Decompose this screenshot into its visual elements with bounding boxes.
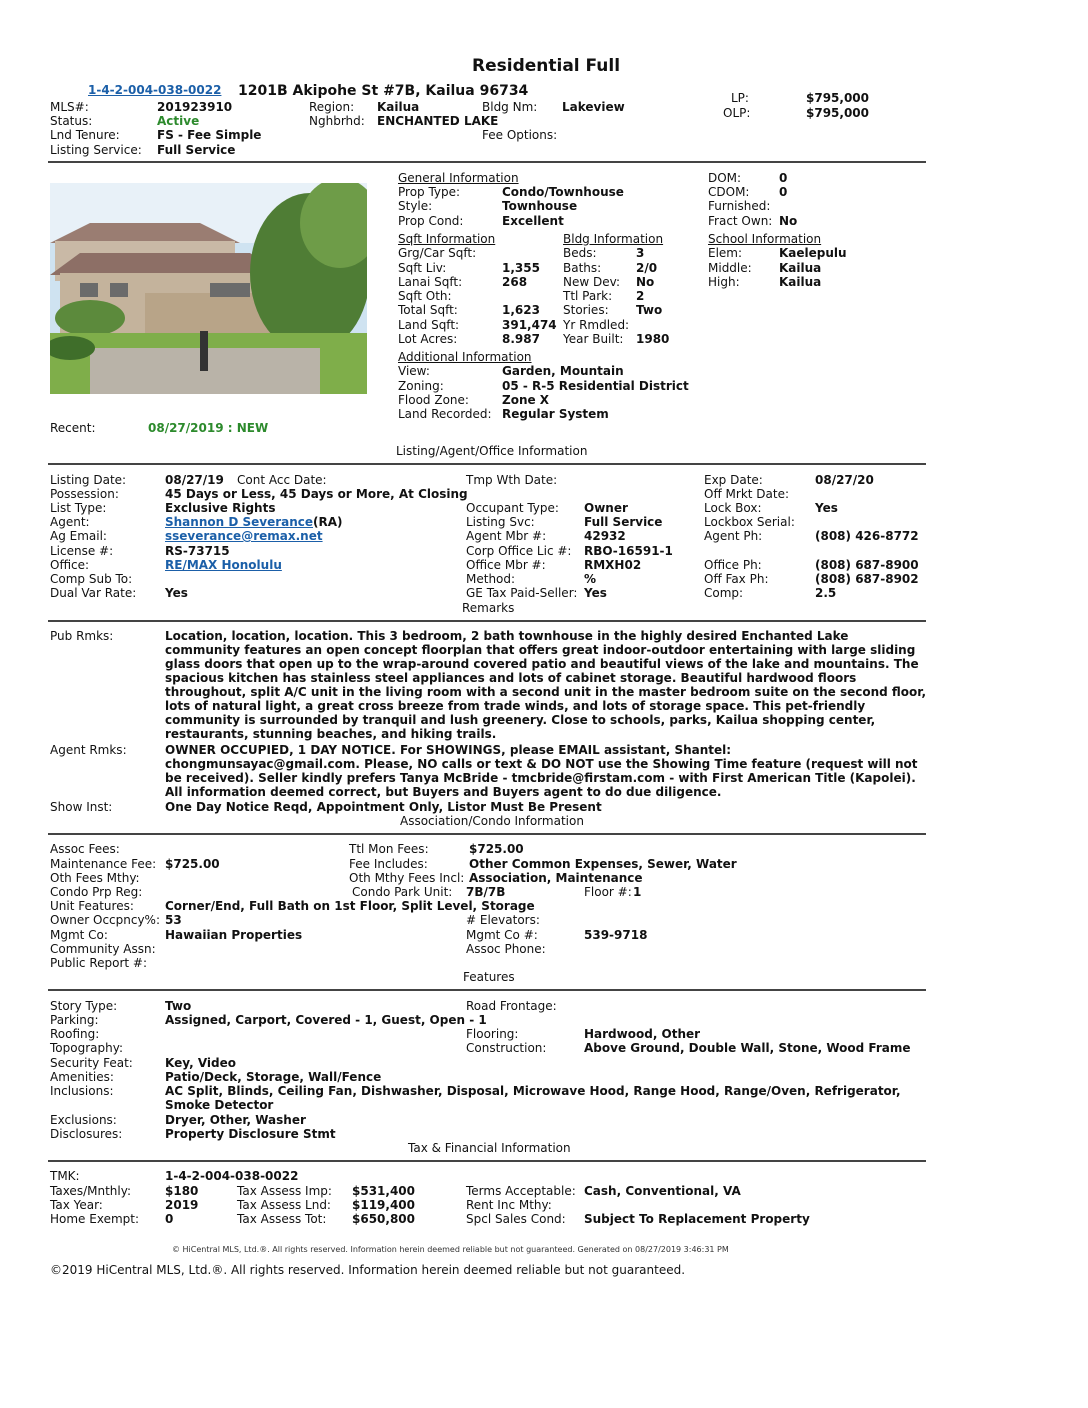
tax-assess-tot-label: Tax Assess Tot: bbox=[237, 1212, 327, 1226]
zoning-value: 05 - R-5 Residential District bbox=[502, 379, 689, 393]
comp-value: 2.5 bbox=[815, 586, 837, 600]
prop-type-label: Prop Type: bbox=[398, 185, 461, 199]
elevators-label: # Elevators: bbox=[466, 913, 540, 927]
off-mrkt-label: Off Mrkt Date: bbox=[704, 487, 790, 501]
flood-zone-value: Zone X bbox=[502, 393, 550, 407]
tmk-label: TMK: bbox=[50, 1169, 80, 1183]
mls-label: MLS#: bbox=[50, 100, 89, 114]
construction-label: Construction: bbox=[466, 1041, 547, 1055]
exp-date-label: Exp Date: bbox=[704, 473, 763, 487]
tax-assess-lnd-label: Tax Assess Lnd: bbox=[237, 1198, 331, 1212]
taxes-mnthly-label: Taxes/Mnthly: bbox=[50, 1184, 131, 1198]
olp-label: OLP: bbox=[723, 106, 751, 120]
divider bbox=[48, 1160, 926, 1162]
assoc-section-title: Association/Condo Information bbox=[400, 814, 584, 828]
lockbox-serial-label: Lockbox Serial: bbox=[704, 515, 795, 529]
footer-copyright: ©2019 HiCentral MLS, Ltd.®. All rights reserved. Information herein deemed reliable but not guaranteed. bbox=[50, 1263, 686, 1277]
cdom-value: 0 bbox=[779, 185, 788, 199]
prop-cond-value: Excellent bbox=[502, 214, 564, 228]
property-photo[interactable] bbox=[50, 183, 367, 394]
lanai-sqft-value: 268 bbox=[502, 275, 528, 289]
land-sqft-value: 391,474 bbox=[502, 318, 557, 332]
floor-value: 1 bbox=[633, 885, 642, 899]
page-title: Residential Full bbox=[472, 56, 621, 76]
agent-mbr-label: Agent Mbr #: bbox=[466, 529, 547, 543]
new-dev-value: No bbox=[636, 275, 655, 289]
high-value: Kailua bbox=[779, 275, 822, 289]
zoning-label: Zoning: bbox=[398, 379, 444, 393]
maintenance-fee-label: Maintenance Fee: bbox=[50, 857, 157, 871]
agent-value bbox=[165, 515, 343, 529]
land-recorded-label: Land Recorded: bbox=[398, 407, 492, 421]
additional-info-heading: Additional Information bbox=[398, 350, 532, 364]
footer-generated-note: © HiCentral MLS, Ltd.®. All rights reserved. Information herein deemed reliable but not guaranteed. Generated on 08/27/2019 3:46:31 PM bbox=[172, 1245, 729, 1254]
story-type-value: Two bbox=[165, 999, 192, 1013]
agent-link[interactable]: Shannon D Severance bbox=[165, 515, 314, 529]
stories-label: Stories: bbox=[563, 303, 609, 317]
amenities-label: Amenities: bbox=[50, 1070, 114, 1084]
maintenance-fee-value: $725.00 bbox=[165, 857, 220, 871]
bldg-info-heading: Bldg Information bbox=[563, 232, 664, 246]
region-label: Region: bbox=[309, 100, 355, 114]
comp-label: Comp: bbox=[704, 586, 744, 600]
exclusions-label: Exclusions: bbox=[50, 1113, 117, 1127]
parking-value: Assigned, Carport, Covered - 1, Guest, Open - 1 bbox=[165, 1013, 487, 1027]
property-photo-image bbox=[50, 183, 367, 394]
recent-label: Recent: bbox=[50, 421, 96, 435]
sqft-oth-label: Sqft Oth: bbox=[398, 289, 452, 303]
ge-tax-value: Yes bbox=[584, 586, 607, 600]
divider bbox=[48, 989, 926, 991]
land-recorded-value: Regular System bbox=[502, 407, 609, 421]
home-exempt-label: Home Exempt: bbox=[50, 1212, 140, 1226]
stories-value: Two bbox=[636, 303, 663, 317]
tmk-value: 1-4-2-004-038-0022 bbox=[165, 1169, 299, 1183]
corp-lic-label: Corp Office Lic #: bbox=[466, 544, 572, 558]
agent-mbr-value: 42932 bbox=[584, 529, 626, 543]
topography-label: Topography: bbox=[50, 1041, 123, 1055]
public-report-label: Public Report #: bbox=[50, 956, 148, 970]
sqft-info-heading: Sqft Information bbox=[398, 232, 496, 246]
disclosures-value: Property Disclosure Stmt bbox=[165, 1127, 336, 1141]
office-link[interactable]: RE/MAX Honolulu bbox=[165, 558, 282, 572]
view-label: View: bbox=[398, 364, 430, 378]
condo-park-unit-value: 7B/7B bbox=[466, 885, 506, 899]
elem-value: Kaelepulu bbox=[779, 246, 847, 260]
style-value: Townhouse bbox=[502, 199, 578, 213]
ttl-park-label: Ttl Park: bbox=[563, 289, 613, 303]
terms-value: Cash, Conventional, VA bbox=[584, 1184, 741, 1198]
dual-var-value: Yes bbox=[165, 586, 188, 600]
lanai-sqft-label: Lanai Sqft: bbox=[398, 275, 463, 289]
taxes-mnthly-value: $180 bbox=[165, 1184, 199, 1198]
recent-value: 08/27/2019 : NEW bbox=[148, 421, 269, 435]
amenities-value: Patio/Deck, Storage, Wall/Fence bbox=[165, 1070, 382, 1084]
listing-date-label: Listing Date: bbox=[50, 473, 127, 487]
off-fax-label: Off Fax Ph: bbox=[704, 572, 769, 586]
beds-label: Beds: bbox=[563, 246, 597, 260]
year-built-value: 1980 bbox=[636, 332, 670, 346]
exp-date-value: 08/27/20 bbox=[815, 473, 874, 487]
elem-label: Elem: bbox=[708, 246, 743, 260]
prop-type-value: Condo/Townhouse bbox=[502, 185, 624, 199]
fee-includes-label: Fee Includes: bbox=[349, 857, 428, 871]
mgmt-co-label: Mgmt Co: bbox=[50, 928, 108, 942]
unit-features-value: Corner/End, Full Bath on 1st Floor, Split Level, Storage bbox=[165, 899, 535, 913]
status-value: Active bbox=[157, 114, 200, 128]
general-info-heading: General Information bbox=[398, 171, 519, 185]
nghbrhd-label: Nghbrhd: bbox=[309, 114, 365, 128]
tax-assess-imp-value: $531,400 bbox=[352, 1184, 416, 1198]
tax-year-value: 2019 bbox=[165, 1198, 199, 1212]
lp-value: $795,000 bbox=[806, 91, 870, 105]
agent-ph-label: Agent Ph: bbox=[704, 529, 763, 543]
ag-email-label: Ag Email: bbox=[50, 529, 107, 543]
office-mbr-value: RMXH02 bbox=[584, 558, 642, 572]
assoc-phone-label: Assoc Phone: bbox=[466, 942, 546, 956]
unit-features-label: Unit Features: bbox=[50, 899, 134, 913]
grg-sqft-label: Grg/Car Sqft: bbox=[398, 246, 477, 260]
license-label: License #: bbox=[50, 544, 114, 558]
lnd-tenure-value: FS - Fee Simple bbox=[157, 128, 262, 142]
yr-rmdled-label: Yr Rmdled: bbox=[563, 318, 630, 332]
exclusions-value: Dryer, Other, Washer bbox=[165, 1113, 306, 1127]
mgmt-co-value: Hawaiian Properties bbox=[165, 928, 303, 942]
tmp-wth-label: Tmp Wth Date: bbox=[466, 473, 558, 487]
spcl-sales-label: Spcl Sales Cond: bbox=[466, 1212, 566, 1226]
baths-label: Baths: bbox=[563, 261, 602, 275]
condo-prp-reg-label: Condo Prp Reg: bbox=[50, 885, 143, 899]
ge-tax-label: GE Tax Paid-Seller: bbox=[466, 586, 578, 600]
condo-park-unit-label: Condo Park Unit: bbox=[352, 885, 453, 899]
owner-occ-value: 53 bbox=[165, 913, 182, 927]
oth-mthy-fees-value: Association, Maintenance bbox=[469, 871, 643, 885]
cont-acc-label: Cont Acc Date: bbox=[237, 473, 327, 487]
listing-svc-label: Listing Svc: bbox=[466, 515, 535, 529]
bldg-name-value: Lakeview bbox=[562, 100, 625, 114]
tax-section-title: Tax & Financial Information bbox=[408, 1141, 571, 1155]
terms-label: Terms Acceptable: bbox=[466, 1184, 576, 1198]
oth-mthy-fees-label: Oth Mthy Fees Incl: bbox=[349, 871, 465, 885]
divider bbox=[48, 161, 926, 163]
listing-section-title: Listing/Agent/Office Information bbox=[396, 444, 588, 458]
dom-value: 0 bbox=[779, 171, 788, 185]
agent-remarks-text: OWNER OCCUPIED, 1 DAY NOTICE. For SHOWINGS, please EMAIL assistant, Shantel: chongmunsayac@gmail.com. Please, NO calls or text & DO NOT use the Showing Time feature (request will not be received). Seller kindly prefers Tanya McBride - tmcbride@firstam.com - with First American Title (Kapolei). All information deemed correct, but Buyers and Buyers agent to do due diligence. bbox=[165, 743, 918, 799]
pub-remarks-label: Pub Rmks: bbox=[50, 629, 114, 643]
construction-value: Above Ground, Double Wall, Stone, Wood Frame bbox=[584, 1041, 911, 1055]
new-dev-label: New Dev: bbox=[563, 275, 621, 289]
fract-own-value: No bbox=[779, 214, 798, 228]
dual-var-label: Dual Var Rate: bbox=[50, 586, 137, 600]
disclosures-label: Disclosures: bbox=[50, 1127, 123, 1141]
dom-label: DOM: bbox=[708, 171, 742, 185]
security-label: Security Feat: bbox=[50, 1056, 133, 1070]
possession-value: 45 Days or Less, 45 Days or More, At Closing bbox=[165, 487, 468, 501]
view-value: Garden, Mountain bbox=[502, 364, 624, 378]
beds-value: 3 bbox=[636, 246, 645, 260]
tmk-link[interactable]: 1-4-2-004-038-0022 bbox=[88, 83, 222, 97]
possession-label: Possession: bbox=[50, 487, 119, 501]
lot-acres-label: Lot Acres: bbox=[398, 332, 458, 346]
pub-remarks-text: Location, location, location. This 3 bedroom, 2 bath townhouse in the highly desired Enchanted Lake community features an open concept floorplan that offers great indoor-outdoor entertaining with large sliding glass doors that open up to the wrap-around covered patio and beautiful views of the lake and mountains. The spacious kitchen has stainless steel appliances and lots of cabinet storage. Beautiful hardwood floors throughout, split A/C unit in the living room with a second unit in the master bedroom suite on the second floor, lots of natural light, a great cross breeze from trade winds, and lots of storage space. This pet-friendly community is surrounded by tranquil and lush greenery. Close to schools, parks, Kailua shopping center, restaurants, stunning beaches, and hiking trails. bbox=[165, 629, 927, 741]
lp-label: LP: bbox=[731, 91, 749, 105]
fee-options-label: Fee Options: bbox=[482, 128, 558, 142]
license-value: RS-73715 bbox=[165, 544, 230, 558]
method-value: % bbox=[584, 572, 597, 586]
ttl-mon-fees-label: Ttl Mon Fees: bbox=[349, 842, 429, 856]
spcl-sales-value: Subject To Replacement Property bbox=[584, 1212, 810, 1226]
office-ph-value: (808) 687-8900 bbox=[815, 558, 919, 572]
agent-label: Agent: bbox=[50, 515, 90, 529]
year-built-label: Year Built: bbox=[563, 332, 624, 346]
middle-value: Kailua bbox=[779, 261, 822, 275]
divider bbox=[48, 833, 926, 835]
ttl-mon-fees-value: $725.00 bbox=[469, 842, 524, 856]
agent-ph-value: (808) 426-8772 bbox=[815, 529, 919, 543]
parking-label: Parking: bbox=[50, 1013, 99, 1027]
features-section-title: Features bbox=[463, 970, 515, 984]
divider bbox=[48, 463, 926, 465]
high-label: High: bbox=[708, 275, 740, 289]
tax-year-label: Tax Year: bbox=[50, 1198, 103, 1212]
ttl-park-value: 2 bbox=[636, 289, 645, 303]
agent-suffix: (RA) bbox=[313, 515, 343, 529]
prop-cond-label: Prop Cond: bbox=[398, 214, 464, 228]
cdom-label: CDOM: bbox=[708, 185, 750, 199]
flooring-value: Hardwood, Other bbox=[584, 1027, 701, 1041]
land-sqft-label: Land Sqft: bbox=[398, 318, 460, 332]
fee-includes-value: Other Common Expenses, Sewer, Water bbox=[469, 857, 737, 871]
listing-service-value: Full Service bbox=[157, 143, 236, 157]
nghbrhd-value: ENCHANTED LAKE bbox=[377, 114, 499, 128]
listing-date-value: 08/27/19 bbox=[165, 473, 224, 487]
story-type-label: Story Type: bbox=[50, 999, 118, 1013]
furnished-label: Furnished: bbox=[708, 199, 771, 213]
road-frontage-label: Road Frontage: bbox=[466, 999, 557, 1013]
home-exempt-value: 0 bbox=[165, 1212, 174, 1226]
mls-number: 201923910 bbox=[157, 100, 233, 114]
assoc-fees-label: Assoc Fees: bbox=[50, 842, 120, 856]
fract-own-label: Fract Own: bbox=[708, 214, 773, 228]
agent-remarks-label: Agent Rmks: bbox=[50, 743, 127, 757]
total-sqft-value: 1,623 bbox=[502, 303, 540, 317]
property-address: 1201B Akipohe St #7B, Kailua 96734 bbox=[238, 83, 529, 99]
lock-box-label: Lock Box: bbox=[704, 501, 762, 515]
show-inst-value: One Day Notice Reqd, Appointment Only, Listor Must Be Present bbox=[165, 800, 602, 814]
owner-occ-label: Owner Occpncy%: bbox=[50, 913, 161, 927]
lot-acres-value: 8.987 bbox=[502, 332, 540, 346]
community-assn-label: Community Assn: bbox=[50, 942, 156, 956]
sqft-liv-value: 1,355 bbox=[502, 261, 540, 275]
agent-email-link[interactable]: sseverance@remax.net bbox=[165, 529, 323, 543]
office-mbr-label: Office Mbr #: bbox=[466, 558, 546, 572]
show-inst-label: Show Inst: bbox=[50, 800, 113, 814]
listing-svc-value: Full Service bbox=[584, 515, 663, 529]
off-fax-value: (808) 687-8902 bbox=[815, 572, 919, 586]
list-type-label: List Type: bbox=[50, 501, 107, 515]
flood-zone-label: Flood Zone: bbox=[398, 393, 469, 407]
office-label: Office: bbox=[50, 558, 90, 572]
region-value: Kailua bbox=[377, 100, 420, 114]
tax-assess-lnd-value: $119,400 bbox=[352, 1198, 416, 1212]
sqft-liv-label: Sqft Liv: bbox=[398, 261, 447, 275]
middle-label: Middle: bbox=[708, 261, 752, 275]
lnd-tenure-label: Lnd Tenure: bbox=[50, 128, 120, 142]
bldg-name-label: Bldg Nm: bbox=[482, 100, 538, 114]
listing-service-label: Listing Service: bbox=[50, 143, 142, 157]
total-sqft-label: Total Sqft: bbox=[398, 303, 458, 317]
tax-assess-imp-label: Tax Assess Imp: bbox=[237, 1184, 332, 1198]
inclusions-value: AC Split, Blinds, Ceiling Fan, Dishwasher, Disposal, Microwave Hood, Range Hood, Range/Oven, Refrigerator, Smoke Detector bbox=[165, 1084, 901, 1112]
remarks-section-title: Remarks bbox=[462, 601, 515, 615]
flooring-label: Flooring: bbox=[466, 1027, 519, 1041]
office-ph-label: Office Ph: bbox=[704, 558, 762, 572]
inclusions-label: Inclusions: bbox=[50, 1084, 114, 1098]
occupant-value: Owner bbox=[584, 501, 628, 515]
occupant-label: Occupant Type: bbox=[466, 501, 559, 515]
lock-box-value: Yes bbox=[815, 501, 838, 515]
rent-inc-label: Rent Inc Mthy: bbox=[466, 1198, 552, 1212]
comp-sub-label: Comp Sub To: bbox=[50, 572, 133, 586]
style-label: Style: bbox=[398, 199, 433, 213]
status-label: Status: bbox=[50, 114, 93, 128]
roofing-label: Roofing: bbox=[50, 1027, 100, 1041]
mgmt-co-no-label: Mgmt Co #: bbox=[466, 928, 538, 942]
divider bbox=[48, 620, 926, 622]
olp-value: $795,000 bbox=[806, 106, 870, 120]
security-value: Key, Video bbox=[165, 1056, 237, 1070]
tax-assess-tot-value: $650,800 bbox=[352, 1212, 416, 1226]
baths-value: 2/0 bbox=[636, 261, 658, 275]
method-label: Method: bbox=[466, 572, 516, 586]
mgmt-co-no-value: 539-9718 bbox=[584, 928, 648, 942]
school-info-heading: School Information bbox=[708, 232, 822, 246]
oth-fees-label: Oth Fees Mthy: bbox=[50, 871, 140, 885]
list-type-value: Exclusive Rights bbox=[165, 501, 276, 515]
corp-lic-value: RBO-16591-1 bbox=[584, 544, 673, 558]
floor-label: Floor #: bbox=[584, 885, 632, 899]
